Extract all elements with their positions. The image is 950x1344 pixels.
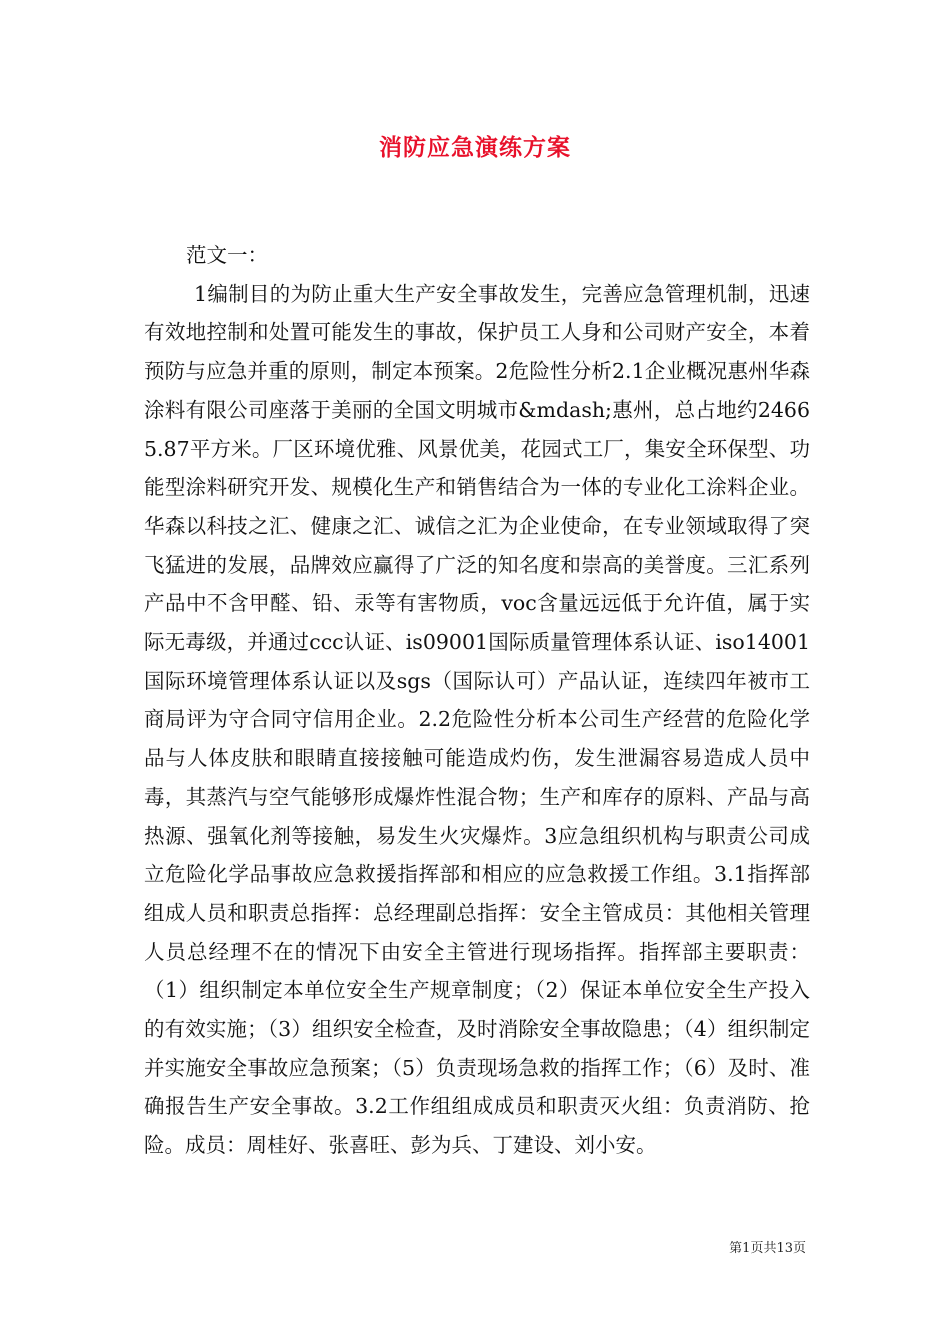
document-body [144,236,810,1165]
page-number: 第1页共13页 [729,1241,806,1256]
body-paragraph: 1编制目的为防止重大生产安全事故发生，完善应急管理机制，迅速有效地控制和处置可能发生的事故，保护员工人身和公司财产安全，本着预防与应急并重的原则，制定本预案。2危险性分析2.1企业概况惠州华森涂料有限公司座落于美丽的全国文明城市&mdash;惠州，总占地约24665.87平方米。厂区环境优雅、风景优美，花园式工厂，集安全环保型、功能型涂料研究开发、规模化生产和销售结合为一体的专业化工涂料企业。华森以科技之汇、健康之汇、诚信之汇为企业使命，在专业领域取得了突飞猛进的发展，品牌效应赢得了广泛的知名度和崇高的美誉度。三汇系列产品中不含甲醛、铅、汞等有害物质，voc含量远远低于允许值，属于实际无毒级，并通过ccc认证、is09001国际质量管理体系认证、iso14001国际环境管理体系认证以及sgs（国际认可）产品认证，连续四年被市工商局评为守合同守信用企业。2.2危险性分析本公司生产经营的危险化学品与人体皮肤和眼睛直接接触可能造成灼伤，发生泄漏容易造成人员中毒，其蒸汽与空气能够形成爆炸性混合物；生产和库存的原料、产品与高热源、强氧化剂等接触，易发生火灾爆炸。3应急组织机构与职责公司成立危险化学品事故应急救援指挥部和相应的应急救援工作组。3.1指挥部组成人员和职责总指挥：总经理副总指挥：安全主管成员：其他相关管理人员总经理不在的情况下由安全主管进行现场指挥。指挥部主要职责：（1）组织制定本单位安全生产规章制度；（2）保证本单位安全生产投入的有效实施；（3）组织安全检查，及时消除安全事故隐患；（4）组织制定并实施安全事故应急预案；（5）负责现场急救的指挥工作；（6）及时、准确报告生产安全事故。3.2工作组组成成员和职责灭火组：负责消防、抢险。成员：周桂好、张喜旺、彭为兵、丁建设、刘小安。 [144,281,810,1158]
document-title: 消防应急演练方案 [379,134,571,161]
intro-line: 范文一： [186,243,268,267]
